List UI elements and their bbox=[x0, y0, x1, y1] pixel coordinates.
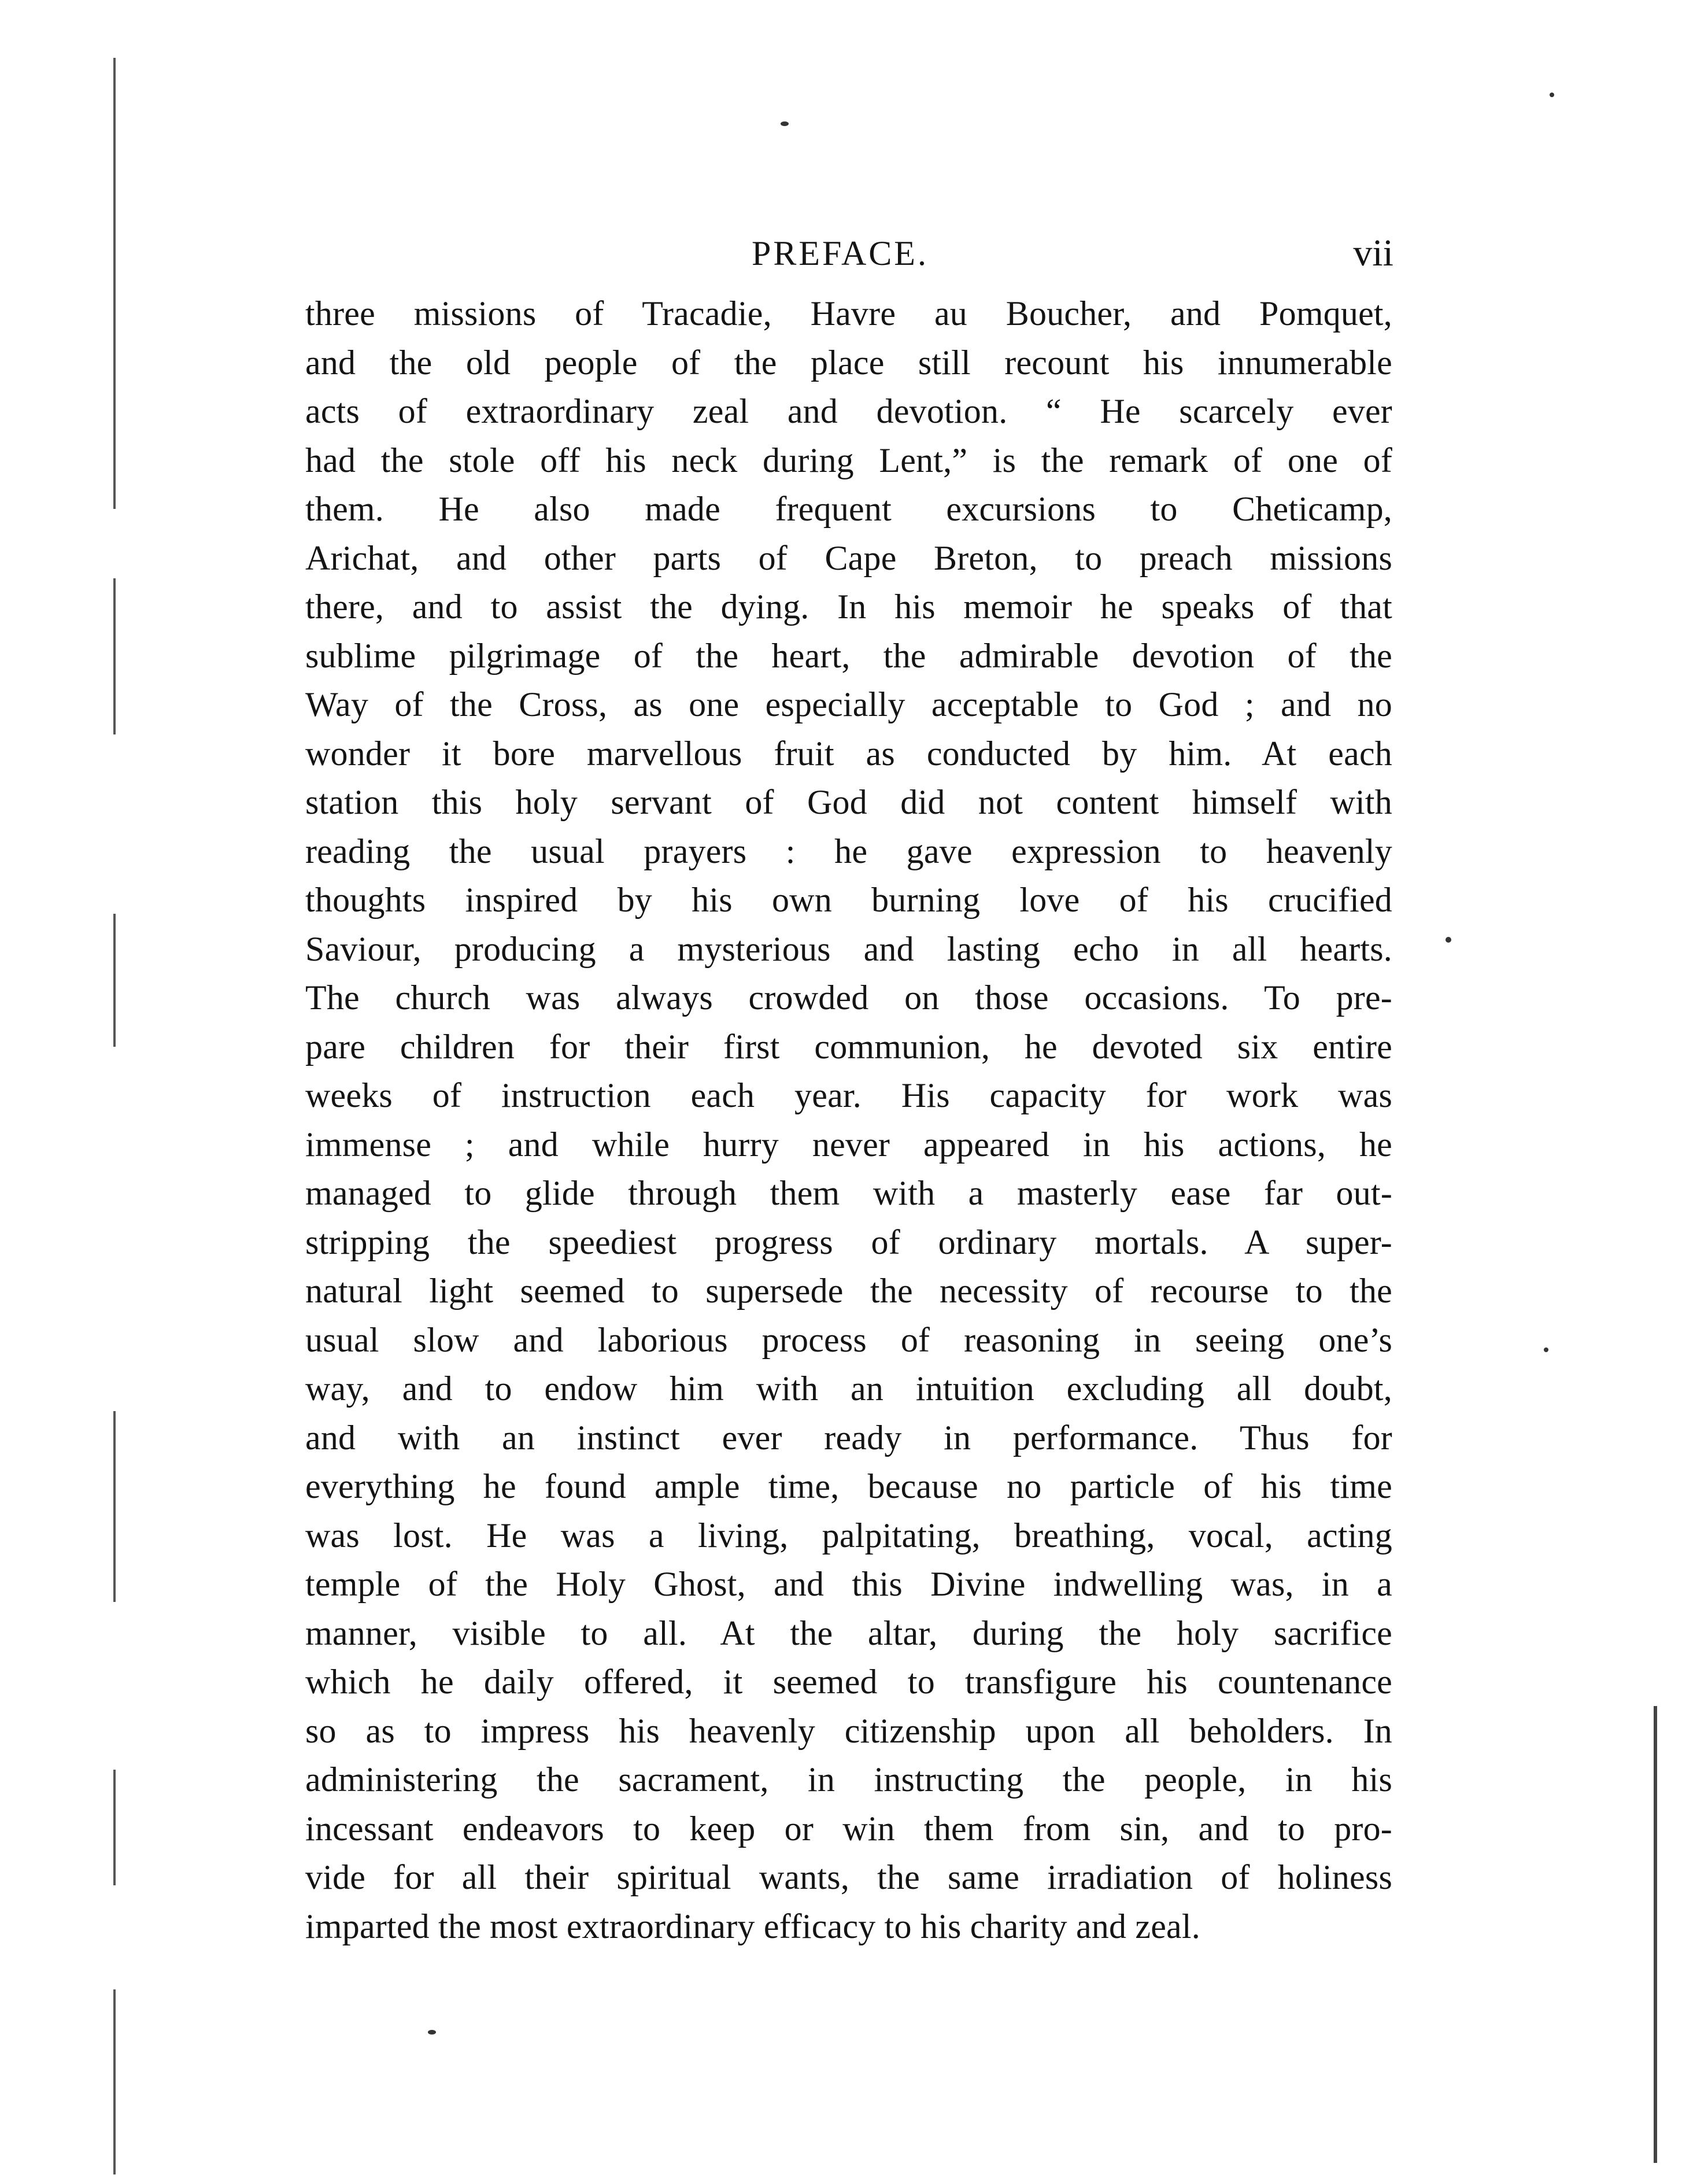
text-line: thoughts inspired by his own burning love of his crucified bbox=[305, 881, 1392, 919]
text-line: Saviour, producing a mysterious and lasting echo in all hearts. bbox=[305, 929, 1392, 968]
text-line: usual slow and laborious process of reasoning in seeing one’s bbox=[305, 1320, 1392, 1359]
text-line: incessant endeavors to keep or win them from sin, and to pro- bbox=[305, 1809, 1392, 1848]
text-line: so as to impress his heavenly citizenship upon all beholders. In bbox=[305, 1711, 1392, 1750]
text-line: immense ; and while hurry never appeared in his actions, he bbox=[305, 1125, 1392, 1164]
binding-edge-mark bbox=[113, 1770, 116, 1885]
text-line: managed to glide through them with a masterly ease far out- bbox=[305, 1174, 1392, 1212]
text-line: weeks of instruction each year. His capacity for work was bbox=[305, 1076, 1392, 1114]
text-line: way, and to endow him with an intuition excluding all doubt, bbox=[305, 1369, 1392, 1408]
binding-edge-mark bbox=[113, 914, 116, 1047]
text-line: natural light seemed to supersede the necessity of recourse to the bbox=[305, 1272, 1392, 1310]
text-line: pare children for their first communion, he devoted six entire bbox=[305, 1027, 1392, 1066]
body-text bbox=[305, 289, 1392, 1951]
text-line: three missions of Tracadie, Havre au Boucher, and Pomquet, bbox=[305, 294, 1392, 333]
scan-speck bbox=[781, 121, 789, 126]
text-line: had the stole off his neck during Lent,” is the remark of one of bbox=[305, 441, 1392, 479]
text-line: stripping the speediest progress of ordinary mortals. A super- bbox=[305, 1223, 1392, 1261]
text-line: station this holy servant of God did not content himself with bbox=[305, 783, 1392, 821]
text-line: Way of the Cross, as one especially acceptable to God ; and no bbox=[305, 685, 1392, 723]
text-line: there, and to assist the dying. In his memoir he speaks of that bbox=[305, 588, 1392, 626]
text-line: temple of the Holy Ghost, and this Divine indwelling was, in a bbox=[305, 1565, 1392, 1603]
running-head: PREFACE. bbox=[752, 234, 929, 272]
page-header bbox=[301, 224, 1393, 282]
text-line: imparted the most extraordinary efficacy to his charity and zeal. bbox=[305, 1907, 1200, 1945]
text-line: everything he found ample time, because no particle of his time bbox=[305, 1467, 1392, 1505]
text-line: which he daily offered, it seemed to transfigure his countenance bbox=[305, 1663, 1392, 1701]
scan-speck bbox=[1445, 937, 1451, 943]
page-number: vii bbox=[1353, 232, 1393, 274]
text-line: administering the sacrament, in instructing the people, in his bbox=[305, 1760, 1392, 1799]
text-line: The church was always crowded on those occasions. To pre- bbox=[305, 979, 1392, 1017]
text-line: and the old people of the place still recount his innumerable bbox=[305, 343, 1392, 382]
text-line: wonder it bore marvellous fruit as conducted by him. At each bbox=[305, 734, 1392, 773]
text-line: reading the usual prayers : he gave expression to heavenly bbox=[305, 832, 1392, 870]
page-edge-mark bbox=[1654, 1706, 1657, 2163]
text-line: and with an instinct ever ready in performance. Thus for bbox=[305, 1418, 1392, 1457]
scan-speck bbox=[1550, 93, 1554, 97]
binding-edge-mark bbox=[113, 578, 116, 734]
binding-edge-mark bbox=[113, 1989, 116, 2174]
text-line: them. He also made frequent excursions to Cheticamp, bbox=[305, 490, 1392, 528]
text-line: Arichat, and other parts of Cape Breton, to preach missions bbox=[305, 538, 1392, 577]
text-line: sublime pilgrimage of the heart, the admirable devotion of the bbox=[305, 636, 1392, 675]
binding-edge-mark bbox=[113, 1411, 116, 1602]
text-line: manner, visible to all. At the altar, during the holy sacrifice bbox=[305, 1614, 1392, 1652]
scan-speck bbox=[1544, 1347, 1548, 1352]
text-line: was lost. He was a living, palpitating, breathing, vocal, acting bbox=[305, 1516, 1392, 1555]
binding-edge-mark bbox=[113, 58, 116, 509]
scan-speck bbox=[428, 2030, 436, 2035]
text-line: acts of extraordinary zeal and devotion. “ He scarcely ever bbox=[305, 392, 1392, 430]
text-line: vide for all their spiritual wants, the same irradiation of holiness bbox=[305, 1858, 1392, 1896]
